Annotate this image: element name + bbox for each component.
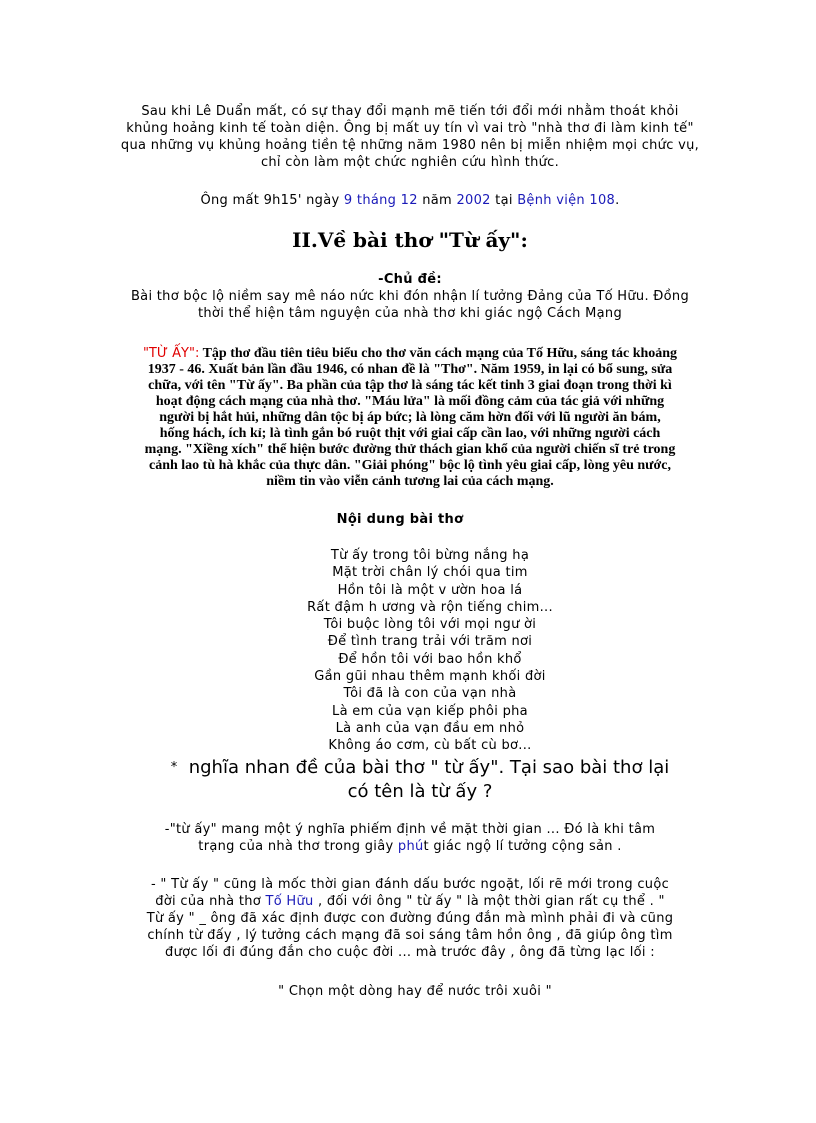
text-line: khủng hoảng kinh tế toàn diện. Ông bị mất uy tín vì vai trò "nhà thơ đi làm kinh tế" — [126, 121, 694, 136]
text-line: - " Từ ấy " cũng là mốc thời gian đánh dấu bước ngoặt, lối rẽ mới trong cuộc — [150, 877, 670, 892]
answer-paragraph-1 — [110, 821, 710, 855]
poem-line: Từ ấy trong tôi bừng nắng hạ — [330, 548, 530, 563]
text-line: hống hách, ích kỉ; là tình gắn bó ruột thịt với giai cấp cần lao, với những người cách — [159, 426, 661, 441]
text-line: người bị hắt hủi, những dân tộc bị áp bức; là lòng căm hờn đối với lũ người ăn bám, — [159, 410, 661, 425]
to-huu-link[interactable]: Tố Hữu — [265, 894, 314, 909]
text-line — [115, 346, 705, 362]
quote-line: " Chọn một dòng hay để nước trôi xuôi " — [278, 984, 552, 999]
poem-line: Hồn tôi là một v ườn hoa lá — [337, 582, 523, 598]
poem-line: Là anh của vạn đầu em nhỏ — [335, 720, 525, 736]
text-line: thời thể hiện tâm nguyện của nhà thơ khi giác ngộ Cách Mạng — [198, 306, 622, 321]
text-line: 1937 - 46. Xuất bản lần đầu 1946, có nhan đề là "Thơ". Năm 1959, in lại có bổ sung, sửa — [147, 362, 673, 377]
poem-line: Để tình trang trải với trăm nơi — [327, 634, 533, 650]
phut-link[interactable]: phú — [397, 839, 424, 854]
collection-label: "TỪ ẤY": — [142, 346, 200, 361]
text-line: cảnh lao tù hà khắc của thực dân. "Giải phóng" bộc lộ tình yêu giai cấp, lòng yêu nước, — [148, 458, 672, 473]
poem-heading: Nội dung bài thơ — [336, 512, 464, 527]
text-line: chỉ còn làm một chức nghiên cứu hình thức. — [260, 155, 560, 170]
death-prefix: Ông mất 9h15' ngày — [200, 193, 344, 208]
death-line — [110, 192, 710, 209]
text-line: được lối đi đúng đắn cho cuộc đời ... mà trước đây , ông đã từng lạc lối : — [165, 945, 655, 960]
text-line: Sau khi Lê Duẩn mất, có sự thay đổi mạnh mẽ tiến tới đổi mới nhằm thoát khỏi — [141, 104, 679, 119]
poem-line: Tôi buộc lòng tôi với mọi ngư ời — [323, 617, 537, 633]
date-link[interactable]: 9 tháng 12 — [343, 193, 418, 208]
text-line: -"từ ấy" mang một ý nghĩa phiếm định về mặt thời gian ... Đó là khi tâm — [164, 822, 656, 837]
answer-paragraph-2 — [110, 876, 710, 961]
question-text: nghĩa nhan đề của bài thơ " từ ấy". Tại sao bài thơ lại — [188, 757, 670, 778]
death-mid2: tại — [490, 193, 518, 208]
collection-description — [115, 346, 705, 490]
question-line: có tên là từ ấy ? — [347, 781, 493, 802]
bullet-mark: * — [170, 760, 178, 775]
poem-line: Để hồn tôi với bao hồn khổ — [338, 651, 522, 667]
answer1-suffix: t giác ngộ lí tưởng cộng sản . — [423, 839, 622, 854]
text-line — [110, 893, 710, 910]
text-line: chữa, với tên "Từ ấy". Ba phần của tập thơ là sáng tác kết tinh 3 giai đoạn trong thời kì — [148, 378, 672, 393]
answer2-prefix: đời của nhà thơ — [155, 894, 266, 909]
poem-line: Gần gũi nhau thêm mạnh khối đời — [314, 669, 546, 685]
death-mid: năm — [417, 193, 457, 208]
poem-line: Là em của vạn kiếp phôi pha — [332, 703, 528, 719]
hospital-link[interactable]: Bệnh viện 108 — [517, 193, 616, 208]
poem-line: Không áo cơm, cù bất cù bơ... — [328, 738, 532, 754]
text-line: hoạt động cách mạng của nhà thơ. "Máu lửa" là mối đồng cảm của tác giả với những — [155, 394, 665, 409]
poem-line: Mặt trời chân lý chói qua tim — [332, 565, 528, 581]
question-line — [160, 756, 680, 780]
year-link[interactable]: 2002 — [456, 193, 491, 208]
text-line — [110, 838, 710, 855]
text-line: chính từ đấy , lý tưởng cách mạng đã soi sáng tâm hồn ông , đã giúp ông tìm — [147, 928, 673, 943]
theme-block — [110, 271, 710, 322]
death-suffix: . — [615, 193, 620, 208]
poem-line: Rất đậm h ương và rộn tiếng chim... — [307, 599, 553, 615]
poem-line: Tôi đã là con của vạn nhà — [343, 686, 517, 702]
poem-body — [130, 547, 730, 755]
section-title: II.Về bài thơ "Từ ấy": — [292, 228, 528, 252]
text-line: mạng. "Xiềng xích" thể hiện bước đường thử thách gian khổ của người chiến sĩ trẻ trong — [144, 442, 676, 457]
question-heading — [160, 756, 680, 804]
text-line: niềm tin vào viễn cảnh tương lai của cách mạng. — [266, 474, 554, 489]
answer2-suffix: , đối với ông " từ ấy " là một thời gian rất cụ thể . " — [313, 894, 665, 909]
intro-paragraph — [110, 103, 710, 171]
text-line: qua những vụ khủng hoảng tiền tệ những năm 1980 nên bị miễn nhiệm mọi chức vụ, — [120, 138, 700, 153]
answer1-prefix: trạng của nhà thơ trong giây — [198, 839, 398, 854]
text-line: Bài thơ bộc lộ niềm say mê náo nức khi đón nhận lí tưởng Đảng của Tố Hữu. Đồng — [130, 289, 690, 304]
collection-first-line: Tập thơ đầu tiên tiêu biểu cho thơ văn cách mạng của Tố Hữu, sáng tác khoảng — [199, 346, 678, 361]
text-line: Từ ấy " _ ông đã xác định được con đường đúng đắn mà mình phải đi và cũng — [146, 911, 674, 926]
theme-heading: -Chủ đề: — [378, 272, 442, 287]
